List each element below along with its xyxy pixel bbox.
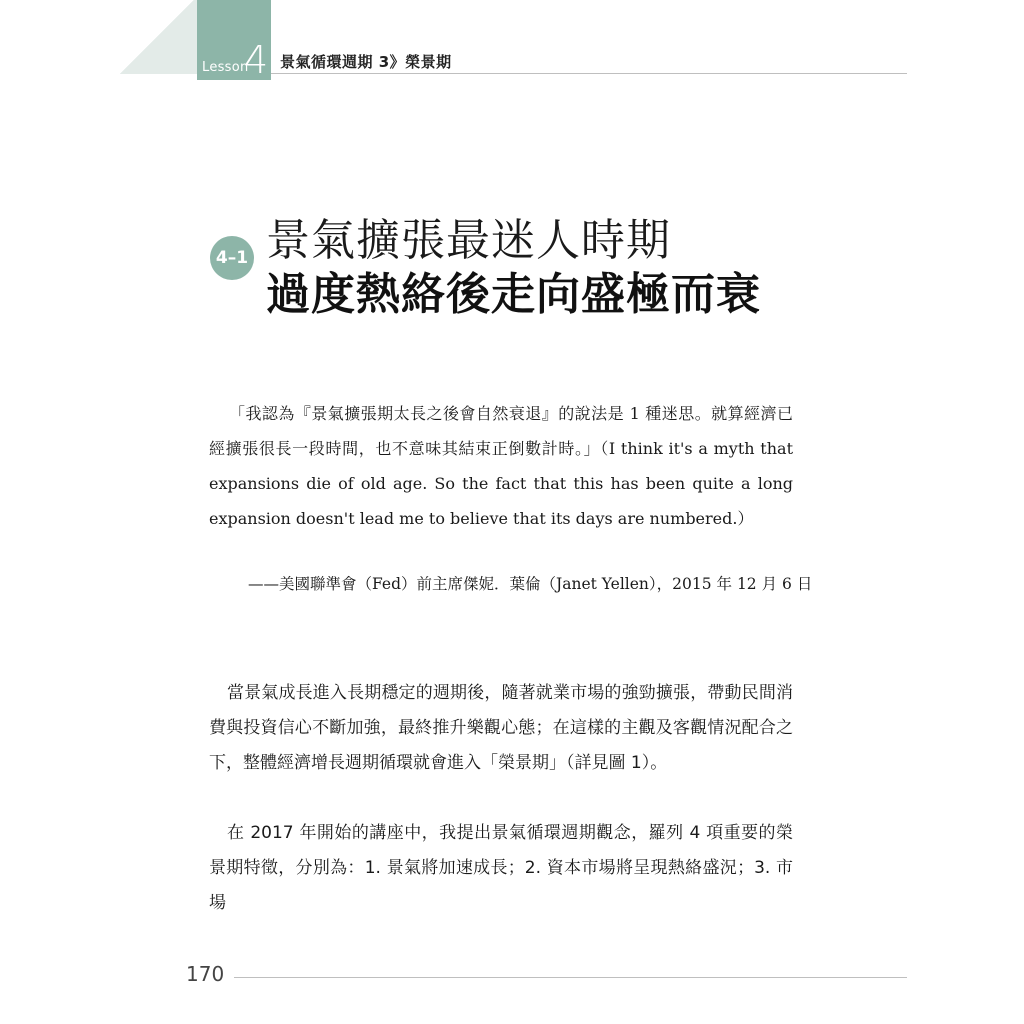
page-number: 170 — [186, 962, 225, 986]
opening-quote: 「我認為『景氣擴張期太長之後會自然衰退』的說法是 1 種迷思。就算經濟已經擴張很長一段時間，也不意味其結束正倒數計時。」（I think it's a myth that expansions die of old age. So the fact that this has been quite a long expansion doesn't lead me to believe that its days are numbered.） — [209, 404, 793, 528]
quote-attribution: ——美國聯準會（Fed）前主席傑妮．葉倫（Janet Yellen），2015 年 12 月 6 日 — [248, 575, 813, 593]
lesson-number: 4 — [244, 38, 269, 82]
body-paragraph-2: 在 2017 年開始的講座中，我提出景氣循環週期觀念，羅列 4 項重要的榮景期特徵，分別為：1. 景氣將加速成長；2. 資本市場將呈現熱絡盛況；3. 市場 — [209, 823, 793, 913]
chapter-title-line2: 過度熱絡後走向盛極而衰 — [266, 269, 761, 320]
chapter-title-line1: 景氣擴張最迷人時期 — [266, 215, 671, 266]
header-rule — [271, 73, 907, 74]
body-paragraph-1: 當景氣成長進入長期穩定的週期後，隨著就業市場的強勁擴張，帶動民間消費與投資信心不斷加強，最終推升樂觀心態；在這樣的主觀及客觀情況配合之下，整體經濟增長週期循環就會進入「榮景期」（詳見圖 1）。 — [209, 683, 793, 773]
header-decoration-triangle — [116, 0, 198, 74]
running-title: 景氣循環週期 3》榮景期 — [280, 53, 452, 71]
footer-rule — [234, 977, 907, 978]
section-number-badge: 4–1 — [210, 236, 254, 280]
lesson-label: Lesson — [202, 60, 249, 75]
